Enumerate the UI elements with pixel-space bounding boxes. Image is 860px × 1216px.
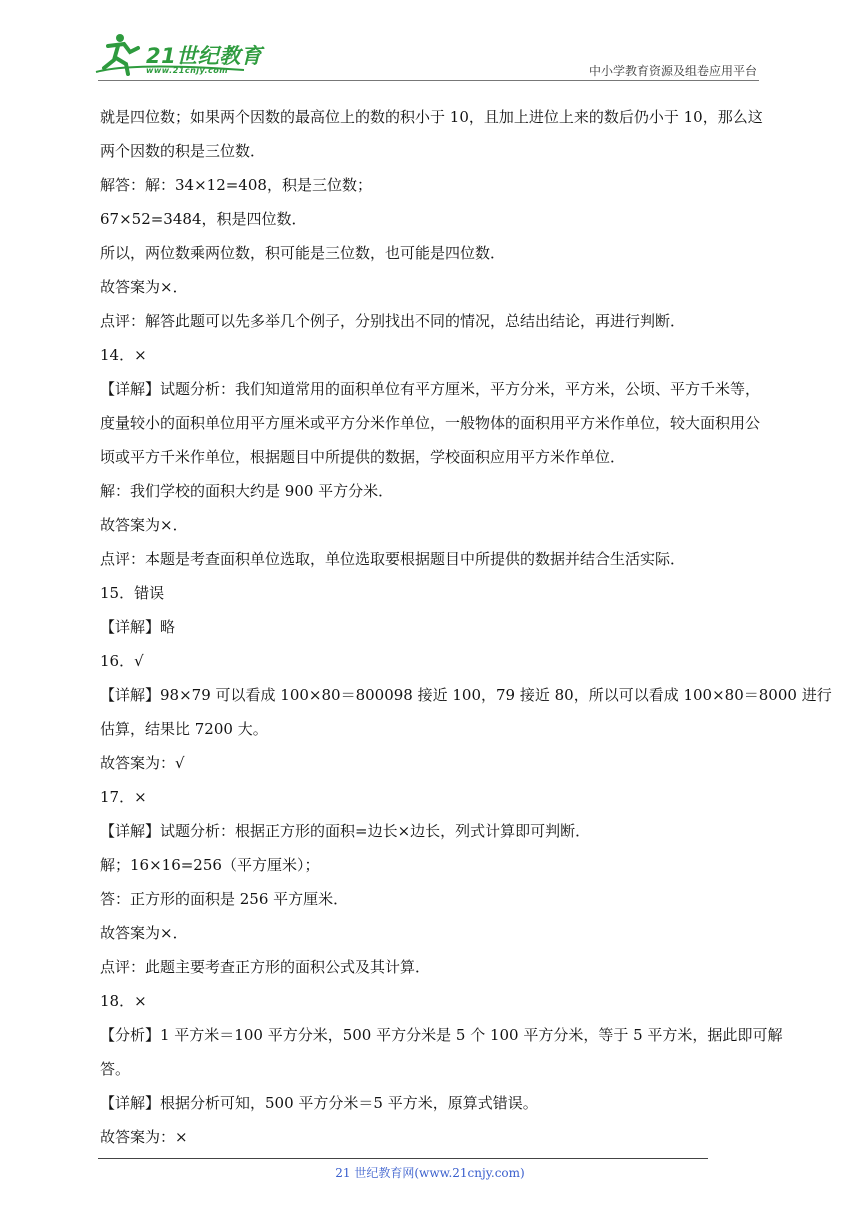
text-line: 【详解】根据分析可知，500 平方分米＝5 平方米，原算式错误。 (100, 1094, 538, 1112)
text-line: 点评：本题是考查面积单位选取，单位选取要根据题目中所提供的数据并结合生活实际． (100, 550, 686, 568)
text-line: 【详解】试题分析：我们知道常用的面积单位有平方厘米，平方分米，平方米，公顷、平方千米等， (100, 380, 761, 398)
question-number: 16．√ (100, 652, 144, 670)
question-number: 14．× (100, 346, 147, 364)
text-line: 【详解】试题分析：根据正方形的面积=边长×边长，列式计算即可判断． (100, 822, 591, 840)
question-number: 17．× (100, 788, 147, 806)
footer-divider (98, 1158, 708, 1159)
text-line: 估算，结果比 7200 大。 (100, 720, 268, 738)
logo-url: www.21cnjy.com (146, 66, 229, 75)
text-line: 答：正方形的面积是 256 平方厘米． (100, 890, 349, 908)
question-number: 18．× (100, 992, 147, 1010)
text-line: 答。 (100, 1060, 131, 1078)
text-line: 故答案为：√ (100, 754, 185, 772)
text-line: 解答：解：34×12=408，积是三位数； (100, 176, 372, 194)
header-divider (98, 80, 759, 81)
text-line: 【分析】1 平方米＝100 平方分米，500 平方分米是 5 个 100 平方分米，等于 5 平方米，据此即可解 (100, 1026, 783, 1044)
question-number: 15．错误 (100, 584, 165, 602)
text-line: 点评：解答此题可以先多举几个例子，分别找出不同的情况，总结出结论，再进行判断． (100, 312, 686, 330)
page-header (0, 0, 860, 82)
text-line: 故答案为×． (100, 278, 188, 296)
text-line: 【详解】略 (100, 618, 176, 636)
text-line: 【详解】98×79 可以看成 100×80＝800098 接近 100，79 接近 80，所以可以看成 100×80＝8000 进行 (100, 686, 832, 704)
text-line: 就是四位数；如果两个因数的最高位上的数的积小于 10，且加上进位上来的数后仍小于 10，那么这 (100, 108, 763, 126)
text-line: 故答案为×． (100, 924, 188, 942)
text-line: 两个因数的积是三位数． (100, 142, 266, 160)
platform-title: 中小学教育资源及组卷应用平台 (588, 64, 757, 78)
text-line: 故答案为：× (100, 1128, 188, 1146)
logo-text: 21世纪教育 (146, 44, 263, 68)
text-line: 67×52=3484，积是四位数． (100, 210, 307, 228)
answer-content (100, 100, 832, 1154)
text-line: 度量较小的面积单位用平方厘米或平方分米作单位，一般物体的面积用平方米作单位，较大面积用公 (100, 414, 761, 432)
text-line: 顷或平方千米作单位，根据题目中所提供的数据，学校面积应用平方米作单位． (100, 448, 626, 466)
footer-link[interactable]: 21 世纪教育网(www.21cnjy.com) (335, 1166, 525, 1180)
text-line: 故答案为×． (100, 516, 188, 534)
text-line: 点评：此题主要考查正方形的面积公式及其计算． (100, 958, 431, 976)
text-line: 解：我们学校的面积大约是 900 平方分米． (100, 482, 394, 500)
text-line: 解；16×16=256（平方厘米）； (100, 856, 320, 874)
text-line: 所以，两位数乘两位数，积可能是三位数，也可能是四位数． (100, 244, 506, 262)
